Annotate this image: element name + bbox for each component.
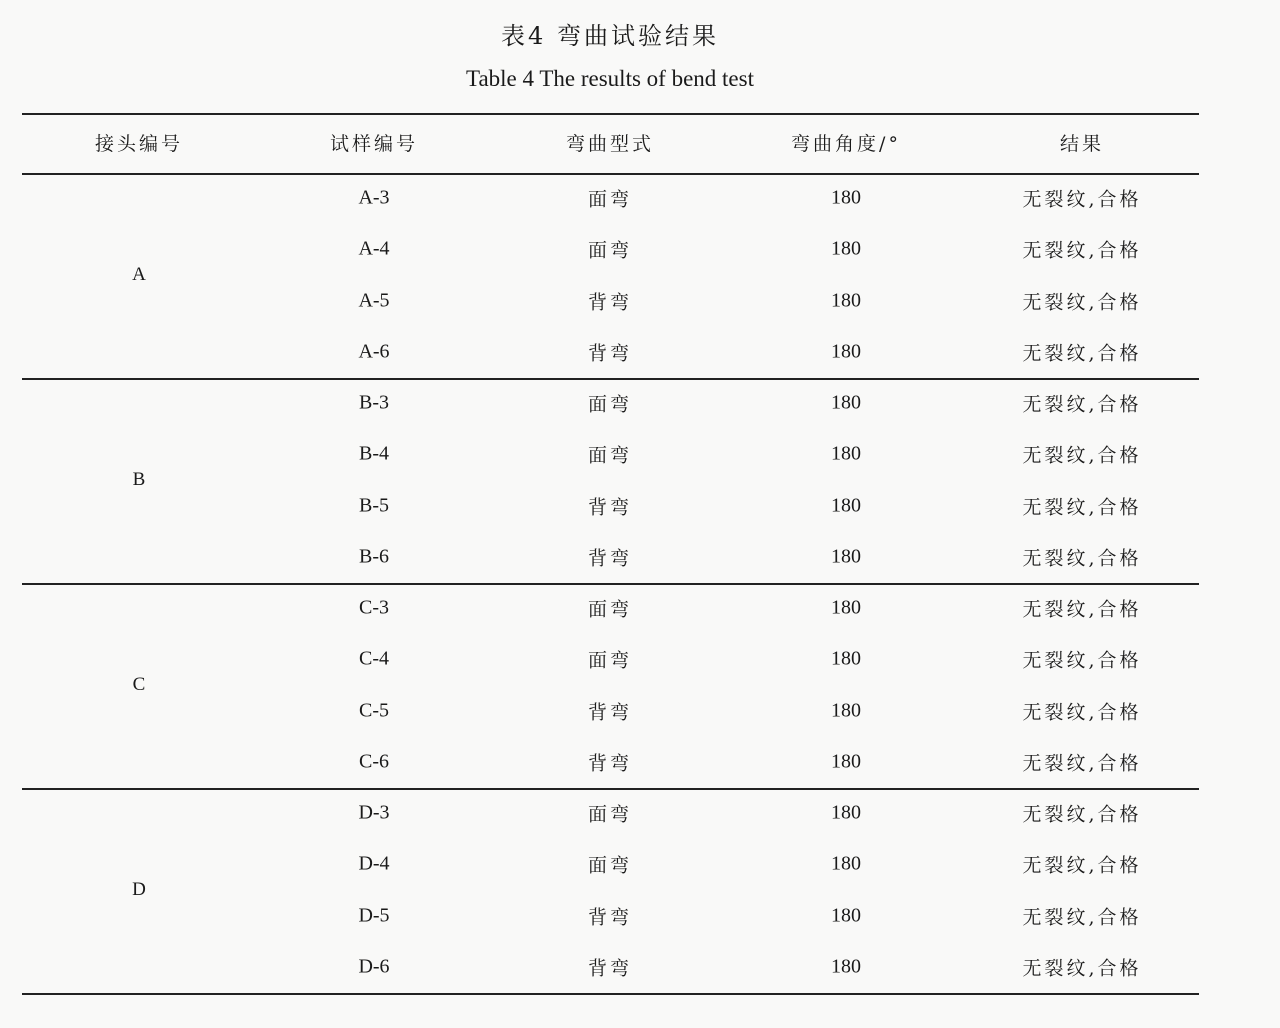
bend-type-cell: 背弯	[587, 906, 633, 929]
result-cell: 无裂纹,合格	[1022, 701, 1142, 724]
header-rule	[22, 173, 1199, 175]
bend-type-cell: 背弯	[587, 701, 633, 724]
result-cell: 无裂纹,合格	[1022, 803, 1142, 826]
result-cell: 无裂纹,合格	[1022, 342, 1142, 365]
sample-id-cell: B-3	[359, 391, 389, 414]
bend-type-cell: 面弯	[587, 393, 633, 416]
header-sample-id: 试样编号	[329, 133, 419, 155]
joint-id-cell: D	[132, 878, 146, 900]
sample-id-cell: A-6	[358, 340, 390, 363]
sample-id-cell: C-3	[359, 596, 389, 619]
group-divider	[22, 378, 1199, 380]
sample-id-cell: C-6	[359, 750, 389, 773]
bend-angle-cell: 180	[831, 442, 861, 465]
sample-id-cell: A-5	[358, 289, 390, 312]
sample-id-cell: D-6	[358, 955, 390, 978]
group-divider	[22, 583, 1199, 585]
bend-angle-cell: 180	[831, 237, 861, 260]
result-cell: 无裂纹,合格	[1022, 957, 1142, 980]
sample-id-cell: B-5	[359, 494, 389, 517]
sample-id-cell: B-4	[359, 442, 389, 465]
top-rule	[22, 113, 1199, 115]
header-result: 结果	[1059, 133, 1105, 155]
bend-angle-cell: 180	[831, 955, 861, 978]
sample-id-cell: C-4	[359, 647, 389, 670]
bend-angle-cell: 180	[831, 391, 861, 414]
bend-angle-cell: 180	[831, 596, 861, 619]
joint-id-cell: B	[132, 468, 146, 490]
bend-type-cell: 背弯	[587, 752, 633, 775]
table-caption-en: Table 4 The results of bend test	[466, 66, 754, 91]
bend-angle-cell: 180	[831, 647, 861, 670]
group-divider	[22, 788, 1199, 790]
bend-angle-cell: 180	[831, 340, 861, 363]
bend-type-cell: 面弯	[587, 188, 633, 211]
table-caption-cn: 表4 弯曲试验结果	[501, 22, 719, 50]
sample-id-cell: D-4	[358, 852, 390, 875]
sample-id-cell: B-6	[359, 545, 389, 568]
result-cell: 无裂纹,合格	[1022, 239, 1142, 262]
bend-type-cell: 面弯	[587, 444, 633, 467]
bend-type-cell: 面弯	[587, 854, 633, 877]
joint-id-cell: A	[132, 263, 146, 285]
result-cell: 无裂纹,合格	[1022, 291, 1142, 314]
bend-angle-cell: 180	[831, 494, 861, 517]
result-cell: 无裂纹,合格	[1022, 752, 1142, 775]
result-cell: 无裂纹,合格	[1022, 188, 1142, 211]
bend-angle-cell: 180	[831, 289, 861, 312]
header-bend-angle: 弯曲角度/°	[791, 133, 901, 155]
bottom-rule	[22, 993, 1199, 995]
result-cell: 无裂纹,合格	[1022, 393, 1142, 416]
bend-type-cell: 面弯	[587, 239, 633, 262]
result-cell: 无裂纹,合格	[1022, 444, 1142, 467]
sample-id-cell: D-3	[358, 801, 390, 824]
bend-type-cell: 面弯	[587, 803, 633, 826]
bend-type-cell: 面弯	[587, 649, 633, 672]
bend-type-cell: 背弯	[587, 342, 633, 365]
bend-angle-cell: 180	[831, 852, 861, 875]
bend-angle-cell: 180	[831, 699, 861, 722]
bend-angle-cell: 180	[831, 801, 861, 824]
result-cell: 无裂纹,合格	[1022, 496, 1142, 519]
bend-type-cell: 背弯	[587, 291, 633, 314]
sample-id-cell: C-5	[359, 699, 389, 722]
sample-id-cell: A-3	[358, 186, 390, 209]
result-cell: 无裂纹,合格	[1022, 649, 1142, 672]
header-joint-id: 接头编号	[94, 133, 184, 155]
result-cell: 无裂纹,合格	[1022, 906, 1142, 929]
result-cell: 无裂纹,合格	[1022, 854, 1142, 877]
bend-type-cell: 背弯	[587, 496, 633, 519]
header-bend-type: 弯曲型式	[565, 133, 655, 155]
bend-angle-cell: 180	[831, 545, 861, 568]
bend-type-cell: 背弯	[587, 957, 633, 980]
bend-angle-cell: 180	[831, 750, 861, 773]
bend-type-cell: 面弯	[587, 598, 633, 621]
sample-id-cell: D-5	[358, 904, 390, 927]
sample-id-cell: A-4	[358, 237, 390, 260]
bend-angle-cell: 180	[831, 904, 861, 927]
result-cell: 无裂纹,合格	[1022, 547, 1142, 570]
joint-id-cell: C	[132, 673, 146, 695]
bend-angle-cell: 180	[831, 186, 861, 209]
bend-type-cell: 背弯	[587, 547, 633, 570]
result-cell: 无裂纹,合格	[1022, 598, 1142, 621]
